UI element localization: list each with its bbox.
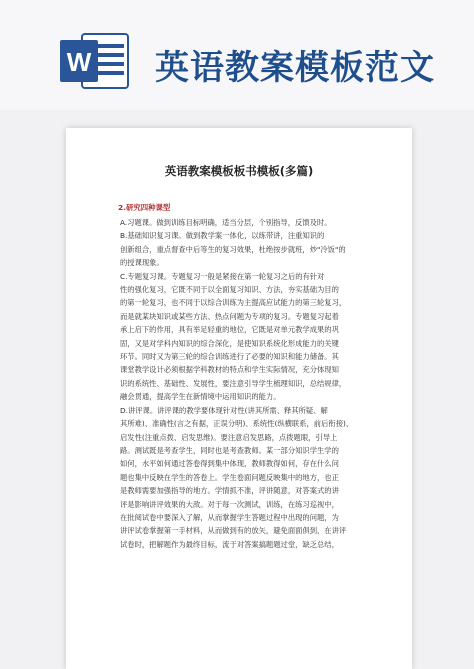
body-line: 课堂教学设计必须根据学科教材的特点和学生实际情况，充分体现知	[120, 365, 339, 375]
body-line: 在批阅试卷中要深入了解，从而掌握学生答题过程中出现的问题，为	[120, 512, 339, 522]
document-page	[66, 128, 412, 669]
banner-title: 英语教案模板范文	[155, 48, 435, 88]
body-line: C.专题复习课。专题复习一般是紧接在第一轮复习之后的有针对	[120, 271, 325, 281]
banner	[0, 0, 474, 110]
body-line: 启发性(注重点拨、启发思维)。要注意启发思路，点拨题眼，引导上	[120, 432, 338, 442]
word-document-icon	[60, 32, 132, 90]
body-line: 识的系统性、基础性、发展性，要注意引导学生梳理知识，总结规律，	[120, 378, 347, 388]
body-line: B.基础知识复习课。做到教学案一体化，以练带讲，注重知识的	[120, 231, 325, 241]
body-line: 的第一轮复习，也不同于以综合训练为主提高应试能力的第三轮复习，	[120, 298, 347, 308]
document-title: 英语教案模板板书模板(多篇)	[164, 164, 314, 178]
body-line: 评是影响讲评效果的大敌。对于每一次测试，训练，在练习巡视中，	[120, 499, 339, 509]
body-line: 的授课现象。	[120, 258, 164, 268]
body-line: D.讲评课。讲评课的教学要体现针对性(讲其所需、释其所疑、解	[120, 405, 328, 415]
body-line: 创新组合，重点督查中后等生的复习效果，杜绝按步就班，炒"冷饭"的	[120, 244, 346, 254]
body-line: 其所难)、准确性(言之有据，正误分明)、系统性(纵横联系，前后衔接)、	[120, 419, 354, 429]
body-line: 如何，水平如何通过答卷得到集中体现，教师教得如何，存在什么问	[120, 459, 339, 469]
body-line: 题也集中反映在学生的答卷上。学生卷面问题反映集中的地方，也正	[120, 472, 339, 482]
body-line: 是教师需要加强指导的地方。学情抓不准，评讲随意，对答案式的讲	[120, 486, 339, 496]
document-body	[120, 216, 362, 551]
logo-letter: W	[66, 47, 92, 77]
body-line: 固，又是对学科内知识的综合深化，是使知识系统化形成能力的关键	[120, 338, 339, 348]
body-line: A.习题课。做到训练目标明确，适当分层，个别指导，反馈及时。	[120, 218, 332, 227]
body-line: 而是就某块知识或某些方法、热点问题为专项的复习。专题复习起着	[120, 311, 339, 321]
body-line: 融会贯通，提高学生在新情境中运用知识的能力。	[120, 392, 281, 402]
body-line: 承上启下的作用，具有举足轻重的地位，它既是对单元教学成果的巩	[120, 325, 339, 335]
body-line: 试卷时，把解题作为最终目标，流于对答案搞题题过堂，缺乏总结，	[120, 539, 339, 549]
body-line: 讲评试卷掌握第一手材料，从而做到有的放矢，避免面面俱到，在讲评	[120, 526, 347, 536]
body-line: 性的强化复习，它既不同于以全面复习知识、方法，夯实基础为目的	[120, 285, 339, 295]
body-line: 路。测试既是考查学生，同时也是考查教师。某一部分知识学生学的	[120, 445, 339, 455]
body-line: 环节。同时又为第三轮的综合训练进行了必要的知识和能力储备。其	[120, 352, 339, 362]
section-heading: 2.研究四种课型	[118, 203, 171, 212]
